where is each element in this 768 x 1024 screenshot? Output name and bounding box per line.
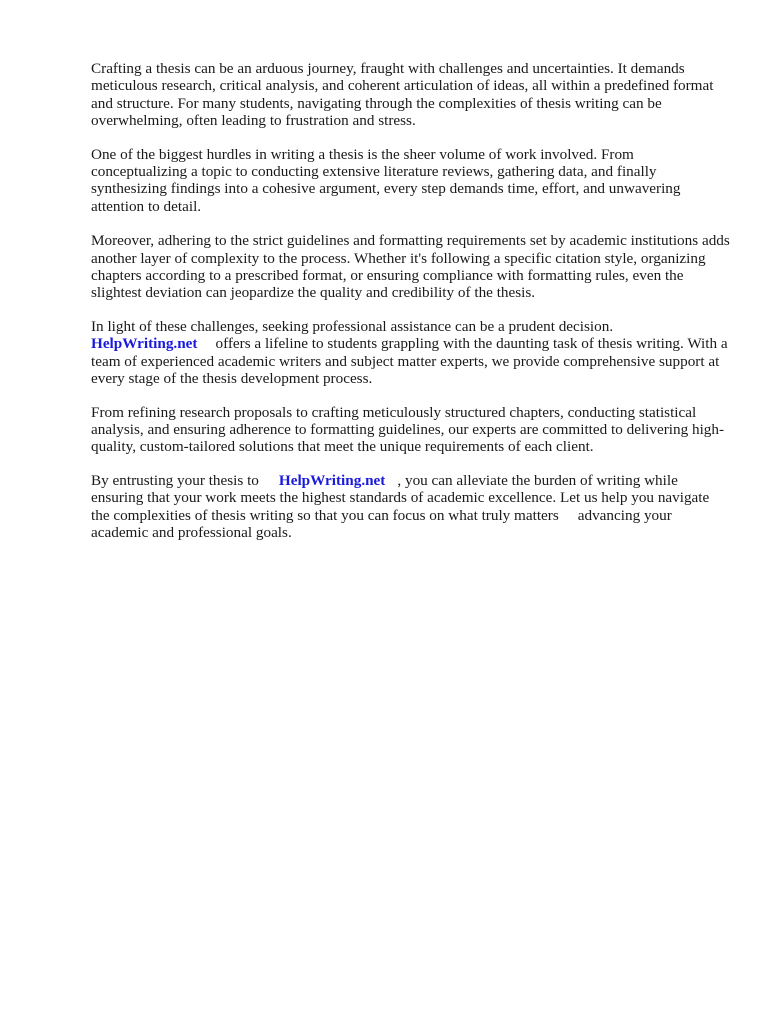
paragraph-6-body: , you can alleviate the burden of writing while ensuring that your work meets the highest standards of academic excellence. Let us help you navigate the complexities of thesis writing so that you can focus on what truly matters	[91, 471, 710, 524]
paragraph-6-intro: By entrusting your thesis to	[91, 471, 259, 489]
paragraph-6	[91, 472, 731, 542]
paragraph-2: One of the biggest hurdles in writing a thesis is the sheer volume of work involved. From conceptualizing a topic to conducting extensive literature reviews, gathering data, and finally synthesizing findings into a cohesive argument, every step demands time, effort, and unwavering attention to detail.	[91, 145, 681, 215]
helpwriting-link-1[interactable]: HelpWriting.net	[91, 335, 198, 353]
paragraph-6-end: advancing your academic and professional goals.	[91, 506, 672, 541]
paragraph-4-body: offers a lifeline to students grappling with the daunting task of thesis writing. With a team of experienced academic writers and subject matter experts, we provide comprehensive support at every stage of the thesis development process.	[91, 335, 728, 388]
paragraph-1: Crafting a thesis can be an arduous journey, fraught with challenges and uncertainties. It demands meticulous research, critical analysis, and coherent articulation of ideas, all within a predefined format and structure. For many students, navigating through the complexities of thesis writing can be overwhelming, often leading to frustration and stress.	[91, 60, 714, 130]
paragraph-3: Moreover, adhering to the strict guidelines and formatting requirements set by academic institutions adds another layer of complexity to the process. Whether it's following a specific citation style, organizing chapters according to a prescribed format, or ensuring compliance with formatting rules, even the slightest deviation can jeopardize the quality and credibility of the thesis.	[91, 232, 730, 302]
document-body	[91, 60, 731, 557]
paragraph-4	[91, 318, 731, 388]
helpwriting-link-2[interactable]: HelpWriting.net	[278, 471, 386, 489]
paragraph-5: From refining research proposals to crafting meticulously structured chapters, conducting statistical analysis, and ensuring adherence to formatting guidelines, our experts are committed to delivering high-quality, custom-tailored solutions that meet the unique requirements of each client.	[91, 403, 725, 456]
paragraph-4-intro: In light of these challenges, seeking professional assistance can be a prudent decision.	[91, 317, 614, 335]
